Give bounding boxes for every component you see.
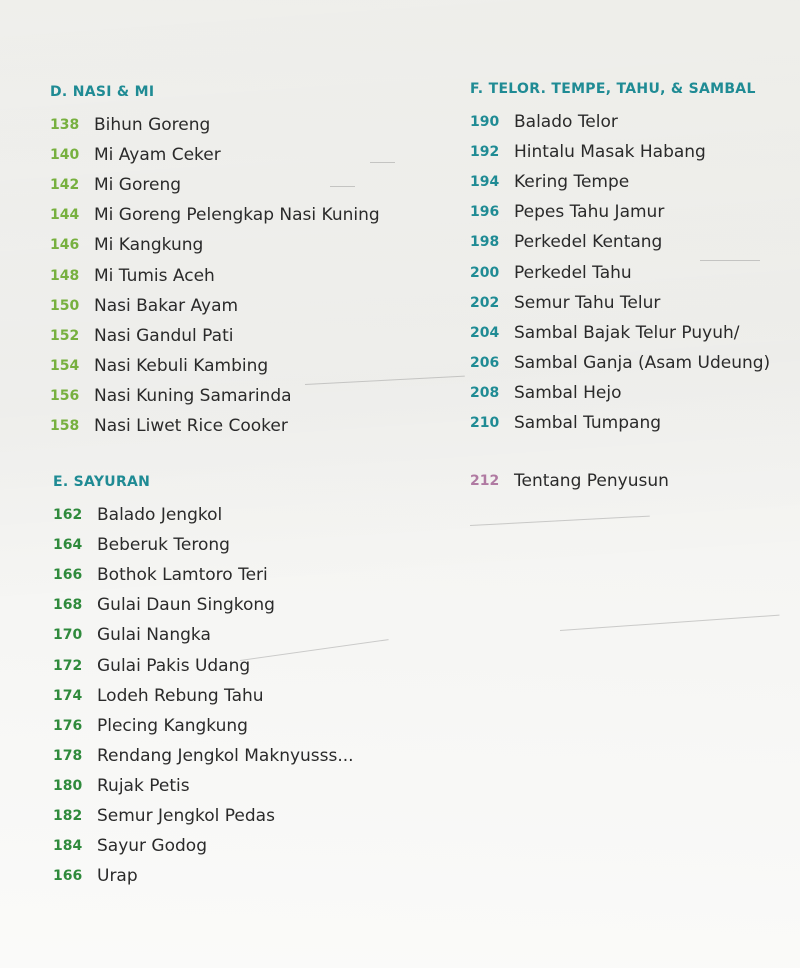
section-nasi-mi: [50, 83, 380, 441]
toc-entry: [470, 137, 770, 167]
page-number: 170: [53, 627, 83, 644]
recipe-title: Hintalu Masak Habang: [514, 142, 706, 163]
toc-entry: [53, 711, 354, 741]
toc-entry: [50, 170, 380, 200]
toc-entry: [470, 227, 770, 257]
page-number: 166: [53, 868, 83, 885]
toc-entry: [53, 530, 354, 560]
recipe-title: Gulai Daun Singkong: [97, 595, 275, 616]
toc-entry: [470, 408, 770, 438]
recipe-title: Sambal Hejo: [514, 382, 622, 403]
page-number: 138: [50, 117, 80, 134]
toc-list: [470, 107, 770, 438]
recipe-title: Mi Kangkung: [94, 235, 204, 256]
toc-entry: [53, 771, 354, 801]
page-number: 206: [470, 354, 500, 371]
toc-entry: [53, 650, 354, 680]
toc-entry: [53, 861, 354, 891]
page-number: 154: [50, 357, 80, 374]
toc-entry: [50, 321, 380, 351]
toc-entry: [50, 110, 380, 140]
recipe-title: Nasi Liwet Rice Cooker: [94, 415, 288, 436]
toc-entry: [470, 167, 770, 197]
page-number: 204: [470, 324, 500, 341]
toc-entry: [53, 560, 354, 590]
page-number: 198: [470, 234, 500, 251]
recipe-title: Perkedel Tahu: [514, 262, 632, 283]
toc-entry: [50, 381, 380, 411]
recipe-title: Rendang Jengkol Maknyusss...: [97, 745, 354, 766]
recipe-title: Semur Tahu Telur: [514, 292, 661, 313]
toc-entry: [470, 257, 770, 287]
recipe-title: Kering Tempe: [514, 172, 630, 193]
toc-entry: [470, 466, 669, 496]
page-number: 176: [53, 717, 83, 734]
toc-entry: [50, 291, 380, 321]
page-number: 158: [50, 417, 80, 434]
toc-entry: [470, 107, 770, 137]
page-number: 156: [50, 387, 80, 404]
recipe-title: Gulai Pakis Udang: [97, 655, 251, 676]
page-number: 192: [470, 144, 500, 161]
page-number: 148: [50, 267, 80, 284]
recipe-title: Lodeh Rebung Tahu: [97, 685, 264, 706]
recipe-title: Nasi Kuning Samarinda: [94, 385, 292, 406]
page-number: 162: [53, 507, 83, 524]
page-number: 208: [470, 384, 500, 401]
toc-entry: [50, 230, 380, 260]
toc-entry: [470, 197, 770, 227]
toc-entry: [53, 620, 354, 650]
page-number: 140: [50, 147, 80, 164]
wood-grain: [470, 516, 650, 526]
recipe-title: Semur Jengkol Pedas: [97, 805, 275, 826]
recipe-title: Sambal Bajak Telur Puyuh/: [514, 322, 740, 343]
page-number: 174: [53, 687, 83, 704]
page-number: 182: [53, 807, 83, 824]
wood-grain: [560, 615, 780, 631]
toc-entry: [53, 741, 354, 771]
recipe-title: Mi Ayam Ceker: [94, 145, 221, 166]
recipe-title: Perkedel Kentang: [514, 232, 663, 253]
page-number: 152: [50, 327, 80, 344]
page-number: 178: [53, 747, 83, 764]
recipe-title: Gulai Nangka: [97, 625, 211, 646]
recipe-title: Mi Goreng: [94, 175, 182, 196]
page-number: 202: [470, 294, 500, 311]
toc-entry: [53, 801, 354, 831]
recipe-title: Urap: [97, 866, 138, 887]
page-number: 190: [470, 114, 500, 131]
toc-entry: [53, 500, 354, 530]
section-heading: D. NASI & MI: [50, 84, 155, 100]
recipe-title: Mi Goreng Pelengkap Nasi Kuning: [94, 205, 380, 226]
toc-entry: [470, 318, 770, 348]
recipe-title: Nasi Kebuli Kambing: [94, 355, 269, 376]
toc-entry: [53, 590, 354, 620]
toc-entry: [50, 411, 380, 441]
page-number: 184: [53, 838, 83, 855]
recipe-title: Bihun Goreng: [94, 115, 211, 136]
page-number: 150: [50, 297, 80, 314]
recipe-title: Sambal Ganja (Asam Udeung): [514, 352, 771, 373]
recipe-title: Nasi Bakar Ayam: [94, 295, 239, 316]
toc-entry: [50, 260, 380, 290]
toc-entry: [470, 288, 770, 318]
page-number: 196: [470, 204, 500, 221]
recipe-title: Balado Jengkol: [97, 505, 223, 526]
page-number: 210: [470, 414, 500, 431]
toc-entry: [50, 140, 380, 170]
page-number: 168: [53, 597, 83, 614]
toc-list: [470, 466, 669, 496]
toc-list: [50, 110, 380, 441]
page-number: 142: [50, 177, 80, 194]
page-number: 146: [50, 237, 80, 254]
toc-list: [53, 500, 354, 891]
page-number: 200: [470, 264, 500, 281]
recipe-title: Rujak Petis: [97, 775, 190, 796]
recipe-title: Plecing Kangkung: [97, 715, 248, 736]
recipe-title: Balado Telor: [514, 112, 618, 133]
page-number: 164: [53, 537, 83, 554]
toc-entry: [50, 200, 380, 230]
page-number: 212: [470, 473, 500, 490]
toc-entry: [50, 351, 380, 381]
section-telor-tempe-tahu-sambal: [470, 80, 770, 438]
recipe-title: Beberuk Terong: [97, 535, 230, 556]
page-number: 180: [53, 777, 83, 794]
page-number: 172: [53, 657, 83, 674]
section-heading: E. SAYURAN: [53, 474, 151, 490]
toc-entry: [53, 681, 354, 711]
section-tentang-penyusun: [470, 466, 669, 496]
recipe-title: Nasi Gandul Pati: [94, 325, 234, 346]
recipe-title: Pepes Tahu Jamur: [514, 202, 665, 223]
section-heading: F. TELOR. TEMPE, TAHU, & SAMBAL: [470, 81, 756, 97]
page-number: 166: [53, 567, 83, 584]
recipe-title: Tentang Penyusun: [514, 471, 669, 492]
recipe-title: Sayur Godog: [97, 836, 207, 857]
toc-entry: [470, 348, 770, 378]
recipe-title: Sambal Tumpang: [514, 412, 662, 433]
recipe-title: Mi Tumis Aceh: [94, 265, 215, 286]
section-sayuran: [53, 473, 354, 891]
toc-entry: [470, 378, 770, 408]
page-number: 144: [50, 207, 80, 224]
page-number: 194: [470, 174, 500, 191]
recipe-title: Bothok Lamtoro Teri: [97, 565, 268, 586]
toc-entry: [53, 831, 354, 861]
